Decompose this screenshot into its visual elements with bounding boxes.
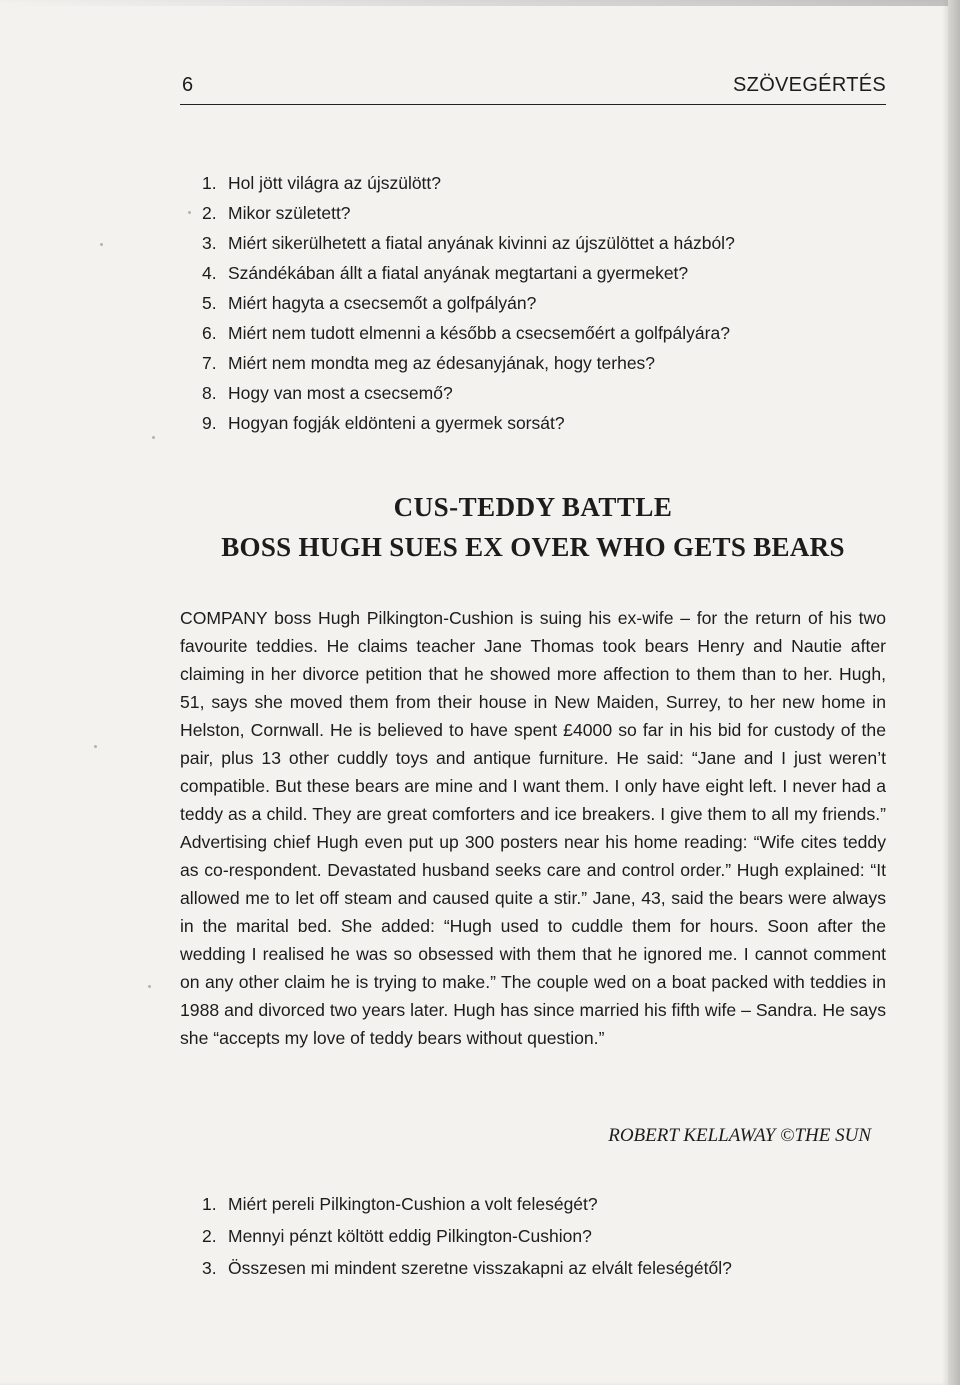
scan-speck	[152, 436, 155, 439]
question-text: Összesen mi mindent szeretne visszakapni az elvált feleségétől?	[228, 1258, 732, 1278]
question-item	[202, 198, 735, 228]
scan-speck	[188, 211, 191, 214]
scan-top-shadow	[0, 0, 948, 6]
question-text: Hol jött világra az újszülött?	[228, 173, 442, 193]
question-item	[202, 1220, 732, 1252]
question-item	[202, 348, 735, 378]
question-number: 4.	[202, 263, 217, 283]
question-number: 8.	[202, 383, 217, 403]
question-list-first	[202, 168, 735, 438]
scan-speck	[94, 745, 97, 748]
article-body: COMPANY boss Hugh Pilkington-Cushion is suing his ex-wife – for the return of his two favourite teddies. He claims teacher Jane Thomas took bears Henry and Nautie after claiming in her divorce petition that he showed more affection to them than to her. Hugh, 51, says she moved them from their house in New Maiden, Surrey, to her new home in Helston, Cornwall. He is believed to have spent £4000 so far in his bid for custody of the pair, plus 13 other cuddly toys and antique furniture. He said: “Jane and I just weren’t compatible. But these bears are mine and I want them. I only have eight left. I never had a teddy as a child. They are great comforters and ice breakers. I give them to all my friends.” Advertising chief Hugh even put up 300 posters near his home reading: “Wife cites teddy as co-respondent. Devastated husband seeks care and control order.” Hugh explained: “It allowed me to let off steam and caused quite a stir.” Jane, 43, said the bears were always in the marital bed. She added: “Hugh used to cuddle them for hours. Soon after the wedding I realised he was so obsessed with them that he ignored me. I cannot comment on any other claim he is trying to make.” The couple wed on a boat packed with teddies in 1988 and divorced two years later. Hugh has since married his fifth wife – Sandra. He says she “accepts my love of teddy bears without question.”	[180, 608, 886, 1048]
question-item	[202, 288, 735, 318]
question-number: 6.	[202, 323, 217, 343]
question-number: 1.	[202, 1194, 217, 1214]
question-item	[202, 408, 735, 438]
question-item	[202, 1188, 732, 1220]
question-text: Hogy van most a csecsemő?	[228, 383, 453, 403]
question-item	[202, 318, 735, 348]
question-text: Miért pereli Pilkington-Cushion a volt feleségét?	[228, 1194, 598, 1214]
running-title: SZÖVEGÉRTÉS	[733, 74, 886, 96]
page-header	[180, 70, 886, 105]
question-text: Miért sikerülhetett a fiatal anyának kivinni az újszülöttet a házból?	[228, 233, 735, 253]
question-list-second	[202, 1188, 732, 1284]
question-text: Miért nem mondta meg az édesanyjának, hogy terhes?	[228, 353, 656, 373]
question-item	[202, 228, 735, 258]
article-headline-secondary: BOSS HUGH SUES EX OVER WHO GETS BEARS	[221, 532, 845, 562]
scan-speck	[148, 985, 151, 988]
page-right-edge	[948, 0, 960, 1385]
scan-speck	[100, 243, 103, 246]
question-number: 7.	[202, 353, 217, 373]
question-number: 5.	[202, 293, 217, 313]
question-item	[202, 1252, 732, 1284]
article-byline: ROBERT KELLAWAY ©THE SUN	[608, 1125, 871, 1146]
question-item	[202, 168, 735, 198]
question-text: Miért hagyta a csecsemőt a golfpályán?	[228, 293, 537, 313]
page-number: 6	[182, 74, 194, 96]
question-number: 2.	[202, 1226, 217, 1246]
question-item	[202, 258, 735, 288]
question-number: 1.	[202, 173, 217, 193]
question-number: 3.	[202, 233, 217, 253]
question-text: Szándékában állt a fiatal anyának megtartani a gyermeket?	[228, 263, 689, 283]
question-text: Mikor született?	[228, 203, 351, 223]
question-text: Miért nem tudott elmenni a később a csecsemőért a golfpályára?	[228, 323, 730, 343]
question-text: Hogyan fogják eldönteni a gyermek sorsát?	[228, 413, 565, 433]
question-number: 2.	[202, 203, 217, 223]
question-text: Mennyi pénzt költött eddig Pilkington-Cushion?	[228, 1226, 592, 1246]
question-number: 3.	[202, 1258, 217, 1278]
question-item	[202, 378, 735, 408]
article-headline-primary: CUS-TEDDY BATTLE	[393, 492, 673, 522]
question-number: 9.	[202, 413, 217, 433]
